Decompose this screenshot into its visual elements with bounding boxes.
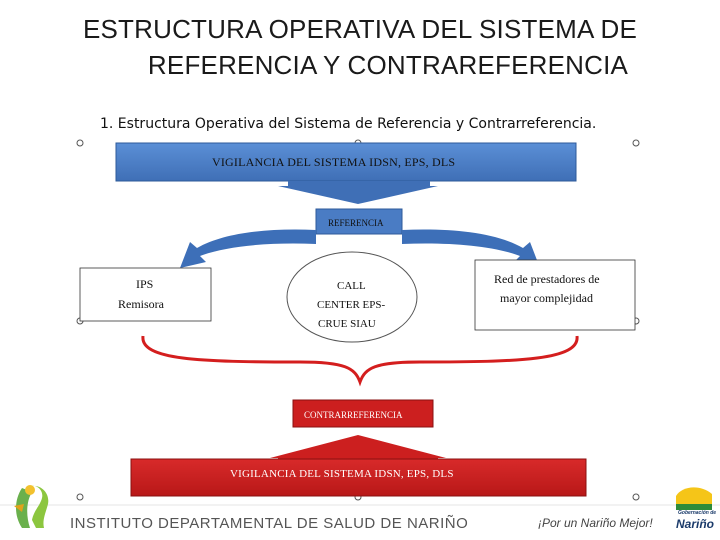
bottom-vigilance-label: VIGILANCIA DEL SISTEMA IDSN, EPS, DLS	[230, 468, 454, 480]
ips-box	[80, 268, 211, 321]
contrarreferencia-brace	[143, 336, 577, 382]
top-vigilance-label: VIGILANCIA DEL SISTEMA IDSN, EPS, DLS	[212, 155, 456, 169]
call-center-line-2: CENTER EPS-	[317, 299, 386, 311]
institute-name: INSTITUTO DEPARTAMENTAL DE SALUD DE NARIÑO	[70, 515, 469, 532]
handle-bot-right	[633, 494, 639, 500]
ips-label-line-1: IPS	[136, 277, 154, 291]
handle-top-left	[77, 140, 83, 146]
page-title-line-2: REFERENCIA Y CONTRAREFERENCIA	[147, 50, 629, 80]
gobernacion-logo-icon	[676, 487, 712, 510]
handle-top-right	[633, 140, 639, 146]
diagram-caption: 1. Estructura Operativa del Sistema de Referencia y Contrarreferencia.	[100, 116, 597, 132]
contrarreferencia-label: CONTRARREFERENCIA	[304, 410, 403, 420]
slogan-text: ¡Por un Nariño Mejor!	[538, 516, 653, 530]
institute-logo-icon	[14, 485, 48, 528]
red-prestadores-line-1: Red de prestadores de	[494, 272, 600, 286]
ips-label-line-2: Remisora	[118, 297, 164, 311]
call-center-line-3: CRUE SIAU	[318, 318, 376, 330]
gobernacion-name: Nariño	[676, 517, 715, 531]
gobernacion-small-label: Gobernación de	[678, 510, 717, 516]
referencia-label: REFERENCIA	[328, 218, 384, 228]
page-title-line-1: ESTRUCTURA OPERATIVA DEL SISTEMA DE	[82, 14, 638, 44]
top-down-arrow	[278, 181, 438, 204]
handle-bot-left	[77, 494, 83, 500]
call-center-line-1: CALL	[337, 280, 366, 292]
red-prestadores-line-2: mayor complejidad	[500, 291, 593, 305]
bottom-up-arrow	[270, 435, 446, 462]
left-curved-arrow	[180, 230, 316, 268]
